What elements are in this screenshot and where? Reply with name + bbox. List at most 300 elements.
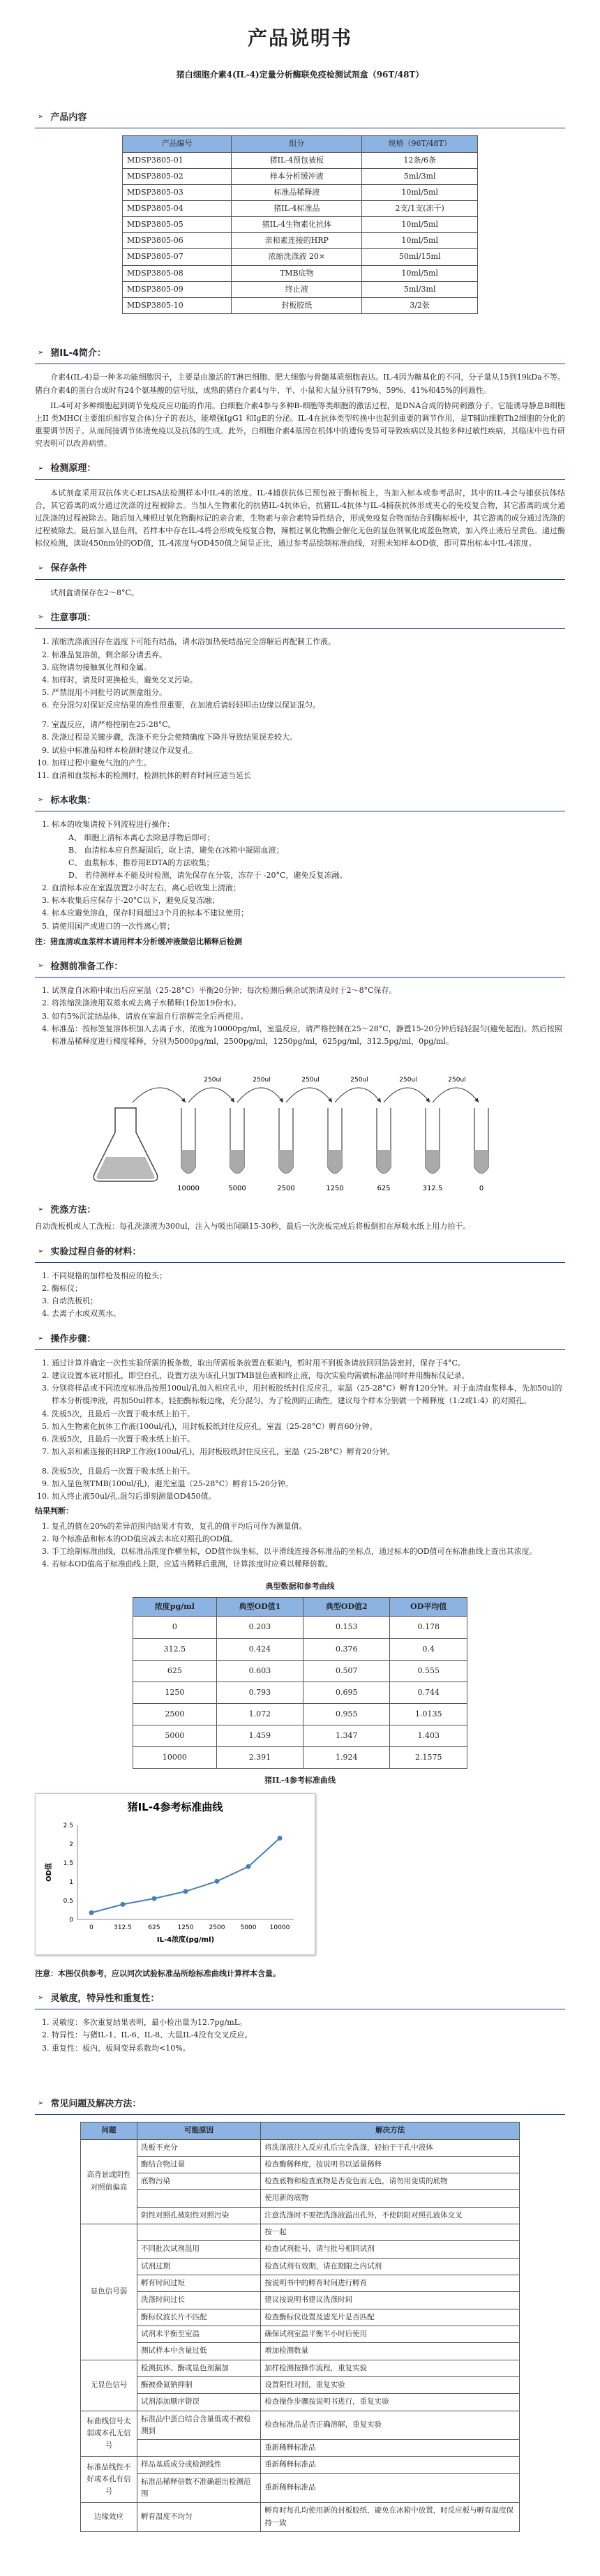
section-rule (35, 2114, 565, 2115)
transfer-volume-label: 250ul (350, 1076, 368, 1084)
table-cell: 0.555 (390, 1660, 467, 1682)
table-row (81, 2241, 520, 2258)
table-row (133, 1638, 467, 1660)
section-title: 产品内容 (50, 112, 87, 123)
transfer-arrow (188, 1088, 234, 1102)
table-cell: 1.924 (303, 1747, 390, 1769)
table-cell: MDSP3805-03 (123, 184, 232, 200)
arrow-bullet-icon: ➢ (38, 962, 44, 971)
sample-list (35, 818, 565, 932)
table-cell: 0.153 (303, 1617, 390, 1638)
faq-solution-cell: 检查底物和检查底物是否变色而无色，请勿用变质的底物 (261, 2173, 520, 2190)
table-cell: 10ml/5ml (362, 217, 478, 233)
wash-text: 自动洗板机或人工洗板：每孔洗涤液为300ul，注入与吸出间隔15-30秒，最后一次洗板完成后将板倒扣在厚吸水纸上用力拍干。 (35, 1222, 471, 1231)
faq-cause-cell (137, 2440, 261, 2457)
y-tick-label: 2.5 (63, 1822, 73, 1829)
table-row (123, 281, 478, 297)
faq-cause-cell: 检测抗体、酶或显色剂漏加 (137, 2360, 261, 2376)
section-self-materials (35, 1245, 565, 1321)
arrow-bullet-icon: ➢ (38, 464, 44, 472)
arrow-bullet-icon: ➢ (38, 1247, 44, 1255)
table-cell: 12条/6条 (362, 152, 478, 168)
faq-solution-cell: 检查操作步骤按说明书进行，重复实验 (261, 2394, 520, 2411)
table-cell: 猪IL-4标准品 (232, 200, 362, 216)
faq-cause-cell: 标准品稀释倍数不准确超出检测范围 (137, 2473, 261, 2503)
tube-concentration-label: 312.5 (422, 1184, 443, 1192)
table-cell: 样本分析缓冲液 (232, 168, 362, 184)
table-cell: 10ml/5ml (362, 184, 478, 200)
list-item: 2. 特异性：与猪IL-1、IL-6、IL-8、大鼠IL-4没有交叉反应。 (52, 2029, 565, 2042)
table-cell: 0.4 (390, 1638, 467, 1660)
faq-solution-cell: 检查标准品是否正确溶解，重复实验 (261, 2411, 520, 2440)
table-cell: 0.793 (216, 1682, 303, 1703)
principle-paragraph: 本试剂盒采用双抗体夹心ELISA法检测样本中IL-4的浓度。IL-4捕获抗体已预包被于酶标板上，当加入标本或参考品时，其中的IL-4会与捕获抗体结合，其它游离的成分通过洗涤的过程被除去。当加入生物素化的抗猪IL-4抗体后，抗猪IL-4抗体与IL-4捕获抗体形成夹心的免疫复合物，其它游离的成分通过洗涤的过程被除去。随后加入辣根过氧化物酶标记的亲合素，生物素与亲合素特异性结合，形成免疫复合物而结合到酶标板中，其它游离的成分通过洗涤的过程被除去。最后加入显色剂，若样本中存在IL-4将会形成免疫复合物，辣根过氧化物酶会催化无色的显色剂氧化成蓝色物质，加入终止液后呈黄色。通过酶标仪检测，读取450nm处的OD值，IL-4浓度与OD450值之间呈正比，通过参考品绘制标准曲线，对照未知样本OD值，即可算出标本中IL-4浓度。 (35, 488, 565, 548)
table-row (133, 1725, 467, 1747)
section-title: 灵敏度，特异性和重复性： (50, 1993, 160, 2004)
list-item: 11. 血清和血浆标本的检测时，检测抗体的孵育时间应适当延长 (52, 770, 565, 782)
table-row (81, 2139, 520, 2156)
table-header-cell: 典型OD值1 (216, 1598, 303, 1617)
transfer-volume-label: 250ul (253, 1076, 271, 1084)
list-item: 3. 手工绘制标准曲线，以标准品浓度作横坐标，OD值作纵坐标，以平滑线连接各标准品的坐标点，通过标本的OD值可在标准曲线上查出其浓度。 (52, 1545, 565, 1558)
table-cell: 浓缩洗涤液 20× (232, 249, 362, 265)
table-row (123, 233, 478, 249)
faq-cause-cell: 洗板不充分 (137, 2139, 261, 2156)
list-item: 2. 血清标本应在室温放置2小时左右，离心后收集上清液； (52, 882, 565, 894)
list-item: 1. 浓缩洗涤液因存在温度下可能有结晶，请水浴加热使结晶完全溶解后再配制工作液。 (52, 636, 565, 648)
table-header-cell: 浓度pg/ml (133, 1598, 217, 1617)
arrow-bullet-icon: ➢ (38, 113, 44, 121)
faq-cause-cell: 酶结合物过量 (137, 2156, 261, 2173)
faq-solution-cell: 检查试剂批号，请与批号相同试剂 (261, 2241, 520, 2258)
table-cell: MDSP3805-05 (123, 217, 232, 233)
faq-cause-cell: 标准品中蛋白结合含量低或不被检测到 (137, 2411, 261, 2440)
arrow-bullet-icon: ➢ (38, 349, 44, 357)
data-point (215, 1878, 220, 1883)
table-header-cell: 问题 (81, 2122, 137, 2139)
list-item: 3. 底物请勿接触氧化剂和金属。 (52, 661, 565, 674)
table-cell: 终止液 (232, 281, 362, 297)
table-header-cell: 可能原因 (137, 2122, 261, 2139)
table-cell: 10000 (133, 1747, 217, 1769)
table-row (81, 2440, 520, 2457)
faq-solution-cell: 重新稀释标准品 (261, 2457, 520, 2473)
sub-list-item: D、 若待测样本不能及时检测，请先保存在分装，冻存于 -20°C，避免反复冻融。 (68, 870, 347, 880)
list-item: 4. 洗板5次，且最后一次置于吸水纸上拍干。 (52, 1408, 565, 1421)
table-cell: 0.203 (216, 1617, 303, 1638)
faq-cause-cell: 测试样本中含量过低 (137, 2343, 261, 2360)
page-subtitle: 猪白细胞介素4(IL-4)定量分析酶联免疫检测试剂盒（96T/48T） (176, 70, 424, 80)
table-row (81, 2173, 520, 2190)
tube-concentration-label: 0 (479, 1184, 484, 1192)
table-cell: 10ml/5ml (362, 233, 478, 249)
faq-solution-cell: 建议按说明书建议洗涤时间 (261, 2292, 520, 2309)
table-row (81, 2275, 520, 2292)
y-tick-label: 1.5 (63, 1859, 73, 1867)
tube-liquid (230, 1150, 244, 1174)
transfer-volume-label: 250ul (301, 1076, 320, 1084)
section-limits (35, 1991, 565, 2055)
faq-cause-cell: 底物污染 (137, 2173, 261, 2190)
table-cell: 2.391 (216, 1747, 303, 1769)
faq-cause-cell: 酶被叠氮钠抑制 (137, 2376, 261, 2393)
table-cell: 0.507 (303, 1660, 390, 1682)
faq-solution-cell: 设置阳性对照，重复实验 (261, 2376, 520, 2393)
y-axis-label: OD值 (45, 1862, 53, 1882)
table-cell: 1.459 (216, 1725, 303, 1747)
faq-solution-cell: 按说明书中的孵育时间进行孵育 (261, 2275, 520, 2292)
faq-problem-cell: 边缘效应 (81, 2503, 137, 2532)
list-item: 3. 分别将样品或不同浓度标准品按照100ul/孔加入相应孔中，用封板胶纸封住反应孔，室温（25-28°C）孵育120分钟。对于血清血浆样本，先加50ul的样本分析缓冲液，再加50ul样本，轻拍酶标板边缘，充分混匀。为了检测的正确性，建议每个样本分别做一个稀释度（1:2或1:4）的对照孔。 (52, 1382, 565, 1407)
table-row (133, 1682, 467, 1703)
faq-solution-cell: 检查试剂有效期，请在期限之内试剂 (261, 2258, 520, 2275)
transfer-volume-label: 250ul (204, 1076, 222, 1084)
faq-solution-cell: 使用新的底物 (261, 2190, 520, 2207)
tube-concentration-label: 625 (377, 1184, 391, 1192)
list-item: 10. 加入终止液50ul/孔,混匀后即刻测量OD450值。 (52, 1490, 565, 1503)
table-cell: 猪IL-4预包被板 (232, 152, 362, 168)
x-tick-label: 1250 (177, 1924, 194, 1931)
table-row (133, 1660, 467, 1682)
table-cell: 10ml/5ml (362, 265, 478, 281)
section-title: 洗涤方法： (50, 1204, 96, 1215)
data-point (152, 1896, 157, 1901)
section-rule (35, 1262, 565, 1263)
calc-title: 结果判断： (35, 1506, 73, 1515)
list-item: 1. 通过计算并确定一次性实验所需的板条数，取出所需板条放置在框架内，暂时用不到板条请放回回箔袋密封，保存于4°C。 (52, 1357, 565, 1370)
table-row (123, 265, 478, 281)
list-item: 4. 去离子水或双蒸水。 (52, 1308, 565, 1320)
sub-list-item: B、 血清标本应自然凝固后，取上清，避免在冰箱中凝固血液； (68, 845, 284, 855)
table-cell: 0.603 (216, 1660, 303, 1682)
x-tick-label: 0 (89, 1924, 93, 1931)
faq-cause-cell (137, 2224, 261, 2241)
steps-list-2 (35, 1465, 565, 1503)
arrow-bullet-icon: ➢ (38, 796, 44, 804)
faq-table (80, 2122, 520, 2532)
section-rule (35, 977, 565, 978)
list-item: 8. 洗涤过程是关键步骤，洗涤不充分会使精确度下降并导致结果误差较大。 (52, 731, 565, 744)
table-cell: 0.955 (303, 1704, 390, 1725)
section-principle (35, 461, 565, 550)
table-header-cell: 典型OD值2 (303, 1598, 390, 1617)
table-cell: 2.1575 (390, 1747, 467, 1769)
faq-cause-cell: 孵育时间过短 (137, 2275, 261, 2292)
table-cell: 0 (133, 1617, 217, 1638)
table-cell: MDSP3805-02 (123, 168, 232, 184)
faq-problem-cell: 无显色信号 (81, 2360, 137, 2411)
table-row (123, 249, 478, 265)
list-item: 5. 请使用国产或进口的一次性离心管； (52, 920, 565, 933)
table-row (81, 2394, 520, 2411)
section-title: 常见问题及解决方法： (50, 2098, 142, 2109)
section-title: 操作步骤： (50, 1333, 96, 1345)
faq-cause-cell: 试剂过期 (137, 2258, 261, 2275)
table-cell: 0.744 (390, 1682, 467, 1703)
table-cell: MDSP3805-06 (123, 233, 232, 249)
x-tick-label: 10000 (269, 1924, 290, 1931)
steps-list (35, 1357, 565, 1458)
table-row (133, 1617, 467, 1638)
tube-concentration-label: 2500 (277, 1184, 295, 1192)
section-title: 注意事项： (50, 612, 96, 623)
faq-solution-cell: 检查酶标仪设置及滤光片是否匹配 (261, 2309, 520, 2326)
storage-text: 试剂盒请保存在2～8°C。 (50, 587, 139, 597)
table-cell: 0.376 (303, 1638, 390, 1660)
faq-solution-cell: 加样检测按操作流程，重复实验 (261, 2360, 520, 2376)
list-item: 4. 加样时，请及时更换枪头，避免交叉污染。 (52, 674, 565, 687)
table-row (81, 2411, 520, 2440)
table-cell: 5ml/3ml (362, 168, 478, 184)
faq-problem-cell: 显色信号弱 (81, 2224, 137, 2360)
section-rule (35, 479, 565, 480)
data-point (246, 1864, 251, 1869)
faq-solution-cell: 孵育时每孔均使用新的封板胶纸，避免在冰箱中放置，时反应板与孵育温度保持一致 (261, 2503, 520, 2532)
list-item: 3. 自动洗板机； (52, 1295, 565, 1308)
table-row (81, 2224, 520, 2241)
sub-list-item: A、 细胞上清标本离心去除悬浮物后即可； (68, 832, 215, 842)
list-item: 5. 加入生物素化抗体工作液(100ul/孔)，用封板胶纸封住反应孔，室温（25-28°C）孵育60分钟。 (52, 1421, 565, 1433)
list-item: 1. 标本的收集请按下列流程进行操作： A、 细胞上清标本离心去除悬浮物后即可； B、 血清标本应自然凝固后，取上清，避免在冰箱中凝固血液； C、 血浆标本，推荐用EDTA的方法收集； D、 若待测样本不能及时检测，请先保存在分装，冻存于 -20°C，避免反复冻融。 (52, 818, 565, 882)
table-cell: 0.695 (303, 1682, 390, 1703)
list-item: 6. 充分混匀对保证反应结果的准性很重要，在加液后请轻轻叩击边缘以保证混匀。 (52, 699, 565, 712)
faq-solution-cell: 确保试剂室温平衡半小时后使用 (261, 2326, 520, 2342)
table-cell: 0.424 (216, 1638, 303, 1660)
list-item: 1. 复孔的值在20%的差异范围内结果才有效，复孔的值平均后可作为测量值。 (52, 1520, 565, 1533)
table-cell: 50ml/15ml (362, 249, 478, 265)
y-tick-label: 1 (69, 1878, 73, 1886)
faq-solution-cell: 检查酶稀释度，按说明书以适量稀释 (261, 2156, 520, 2173)
table-cell: MDSP3805-01 (123, 152, 232, 168)
list-item: 2. 标准品复溶前，剩余部分请丢弃。 (52, 649, 565, 661)
table-row (123, 200, 478, 216)
table-cell: 0.178 (390, 1617, 467, 1638)
transfer-arrow (384, 1088, 430, 1102)
faq-problem-cell: 标曲线信号太弱或本孔无信号 (81, 2411, 137, 2457)
table-row (81, 2376, 520, 2393)
section-sample (35, 793, 565, 948)
table-row (81, 2457, 520, 2473)
faq-cause-cell (137, 2190, 261, 2207)
faq-solution-cell: 增加检测数量 (261, 2343, 520, 2360)
intro-paragraph: IL-4可对多种细胞起到调节免疫反应功能的作用。白细胞介素4参与多种B-细胞等类细胞的激活过程，是DNA合成的协同刺激分子。它能诱导静息B细胞上II 类MHC(主要组织相容复合体)分子的表达，能增强IgG1 和IgE的分泌。IL-4在抗体类型转换中也起到重要的调节作用，是T辅助细胞Th2细胞的分化的重要调节因子。从而间接调节体液免疫以及抗体的生成。此外，白细胞介素4基因在机体中的遗传变异可导致疾病以及其他多种过敏性疾病，其临床中也有研究表明可以改善病情。 (35, 400, 565, 449)
faq-cause-cell: 不同批次试剂混用 (137, 2241, 261, 2258)
table-row (81, 2343, 520, 2360)
table-cell: MDSP3805-07 (123, 249, 232, 265)
list-item: 9. 加入显色剂TMB(100ul/孔)，避光室温（25-28°C）孵育15-20分钟。 (52, 1478, 565, 1490)
tube-concentration-label: 1250 (326, 1184, 344, 1192)
calc-list (35, 1520, 565, 1571)
data-point (89, 1910, 94, 1915)
table-cell: 1.072 (216, 1704, 303, 1725)
faq-problem-cell: 高背景或阴性对照值偏高 (81, 2139, 137, 2224)
table-row (81, 2503, 520, 2532)
table-cell: 312.5 (133, 1638, 217, 1660)
table-row (81, 2360, 520, 2376)
list-item: 1. 试剂盒自冰箱中取出后应室温（25-28°C）平衡20分钟；每次检测后剩余试剂请及时于2～8°C保存。 (52, 984, 565, 997)
faq-cause-cell: 洗涤时间过长 (137, 2292, 261, 2309)
sample-note: 注：猪血清或血浆样本请用样本分析缓冲液做倍比稀释后检测 (35, 936, 242, 946)
table-cell: 1.403 (390, 1725, 467, 1747)
table-cell: 1.347 (303, 1725, 390, 1747)
table-header-cell: 组分 (232, 136, 362, 152)
arrow-bullet-icon: ➢ (38, 2099, 44, 2108)
x-tick-label: 625 (148, 1924, 160, 1931)
sample-sub-list (52, 832, 565, 883)
table-cell: MDSP3805-10 (123, 297, 232, 313)
transfer-volume-label: 250ul (399, 1076, 417, 1084)
table-cell: MDSP3805-09 (123, 281, 232, 297)
table-header-cell: OD平均值 (390, 1598, 467, 1617)
table-header-cell: 产品编号 (123, 136, 232, 152)
table-row (123, 217, 478, 233)
faq-solution-cell: 重新稀释标准品 (261, 2473, 520, 2503)
table-cell: TMB底物 (232, 265, 362, 281)
tube-liquid (474, 1150, 488, 1174)
faq-cause-cell: 酶标仪波长片不匹配 (137, 2309, 261, 2326)
table-cell: 亲和素连接的HRP (232, 233, 362, 249)
table-row (123, 184, 478, 200)
table-cell: 5000 (133, 1725, 217, 1747)
faq-cause-cell: 孵育温度不均匀 (137, 2503, 261, 2532)
data-point (183, 1889, 188, 1894)
table-header-row (123, 136, 478, 152)
arrow-bullet-icon: ➢ (38, 564, 44, 572)
section-rule (35, 579, 565, 580)
table-cell: MDSP3805-04 (123, 200, 232, 216)
table-row (81, 2156, 520, 2173)
data-point (121, 1902, 126, 1907)
faq-cause-cell: 试剂添加顺序错误 (137, 2394, 261, 2411)
x-tick-label: 2500 (209, 1924, 225, 1931)
list-item: 4. 标本应避免溶血，保存时间超过3个月的标本不建议使用； (52, 907, 565, 920)
list-item: 4. 标准品：按标签复溶体积加入去离子水，浓度为10000pg/ml，室温反应，请严格控制在25～28°C，静置15-20分钟后轻轻混匀(避免起泡)。然后按照标准品稀释度进行梯度稀释，分别为5000pg/ml，2500pg/ml，1250pg/ml，625pg/ml，312.5pg/ml，0pg/ml。 (52, 1023, 565, 1048)
reference-data-table (133, 1576, 467, 1769)
tube-liquid (328, 1150, 342, 1174)
transfer-arrow (335, 1088, 381, 1102)
y-tick-label: 2 (69, 1841, 73, 1848)
section-title: 实验过程自备的材料： (50, 1246, 142, 1257)
y-tick-label: 0 (69, 1916, 73, 1924)
y-tick-label: 0.5 (63, 1897, 73, 1905)
list-item: 2. 每个标准品和标本的OD值应减去本底对照孔的OD值。 (52, 1533, 565, 1545)
series-line (91, 1838, 280, 1912)
section-prep (35, 959, 565, 1192)
section-steps (35, 1332, 565, 1980)
section-intro (35, 346, 565, 450)
list-item: 7. 室温反应，请严格控制在25-28°C。 (52, 719, 565, 731)
faq-problem-cell: 标准品线性不好或本孔有信号 (81, 2457, 137, 2503)
section-title: 检测原理： (50, 463, 96, 474)
list-item: 3. 标本收集后应保存于-20°C以下，避免反复冻融； (52, 894, 565, 907)
page-title: 产品说明书 (247, 27, 352, 50)
list-item: 6. 洗板5次，且最后一次置于吸水纸上拍干。 (52, 1433, 565, 1446)
table-row (123, 168, 478, 184)
tube-liquid (279, 1150, 293, 1174)
section-faq (35, 2097, 565, 2532)
section-title: 保存条件 (50, 563, 87, 574)
faq-solution-cell: 重新稀释标准品 (261, 2440, 520, 2457)
table-header-row (81, 2122, 520, 2139)
transfer-arrow (286, 1088, 332, 1102)
list-item: 3. 如有5%沉淀结晶体，请放在室温自行溶解完全后再使用。 (52, 1010, 565, 1023)
flask-liquid (97, 1157, 155, 1179)
section-rule (35, 1349, 565, 1350)
sub-list-item: C、 血浆标本，推荐用EDTA的方法收集； (68, 858, 214, 867)
table-cell: 3/2张 (362, 297, 478, 313)
tube-liquid (377, 1150, 391, 1174)
table-row (123, 152, 478, 168)
list-item: 2. 酶标仪； (52, 1282, 565, 1295)
faq-solution-cell: 按一起 (261, 2224, 520, 2241)
notes-list-2 (35, 719, 565, 782)
section-storage (35, 561, 565, 599)
x-axis-label: IL-4浓度(pg/ml) (156, 1935, 215, 1944)
list-item: 2. 将浓缩洗涤液用双蒸水或去离子水稀释(1份加19份水)。 (52, 997, 565, 1010)
arrow-bullet-icon: ➢ (38, 1206, 44, 1214)
list-item: 2. 建议设置本底对照孔，即空白孔，设置方法为该孔只加TMB显色液和终止液，每次实验均需做标准品同时并用酶标仪记录。 (52, 1370, 565, 1382)
section-title: 猪IL-4简介： (50, 347, 106, 359)
table-cell: 5ml/3ml (362, 281, 478, 297)
table-cell: 封板胶纸 (232, 297, 362, 313)
table-row (81, 2258, 520, 2275)
dilution-flow-diagram (84, 1052, 516, 1192)
table-cell: MDSP3805-08 (123, 265, 232, 281)
prep-list (35, 984, 565, 1048)
table-cell: 猪IL-4生物素化抗体 (232, 217, 362, 233)
tube-liquid (426, 1150, 440, 1174)
tube-concentration-label: 10000 (177, 1184, 200, 1192)
table-row (81, 2190, 520, 2207)
transfer-arrow (133, 1088, 186, 1102)
table-header-row (133, 1598, 467, 1617)
arrow-bullet-icon: ➢ (38, 1994, 44, 2002)
section-notes (35, 611, 565, 782)
list-item: 10. 加样过程中避免气泡的产生。 (52, 757, 565, 770)
table-cell: 625 (133, 1660, 217, 1682)
faq-solution-cell: 将洗涤液注入反应孔后完全洗涤，轻拍于干孔中液体 (261, 2139, 520, 2156)
table-note: 猪IL-4参考标准曲线 (264, 1776, 336, 1785)
contents-table (122, 135, 478, 314)
arrow-bullet-icon: ➢ (38, 613, 44, 622)
list-item: 4. 若标本OD值高于标准曲线上限，应适当稀释后重测，计算浓度时应乘以稀释倍数。 (52, 1558, 565, 1571)
transfer-arrow (237, 1088, 283, 1102)
table-row (133, 1704, 467, 1725)
faq-cause-cell: 样品基质成分或检测线性 (137, 2457, 261, 2473)
transfer-volume-label: 250ul (448, 1076, 466, 1084)
notes-list (35, 636, 565, 712)
table-row (81, 2473, 520, 2503)
table-header-cell: 解决方法 (261, 2122, 520, 2139)
table-row (81, 2326, 520, 2342)
table-cell: 标准品稀释液 (232, 184, 362, 200)
self-materials-list (35, 1270, 565, 1321)
table-cell: 1250 (133, 1682, 217, 1703)
standard-curve-chart (35, 1793, 315, 1955)
list-item: 1. 灵敏度：多次重复结果表明，最小检出量为12.7pg/mL。 (52, 2016, 565, 2029)
section-title: 标本收集： (50, 795, 96, 806)
x-tick-label: 5000 (240, 1924, 257, 1931)
transfer-arrow (433, 1088, 479, 1102)
table-row (81, 2292, 520, 2309)
table-row (81, 2309, 520, 2326)
table-cell: 2支/1支(冻干) (362, 200, 478, 216)
limit-list (35, 2016, 565, 2054)
faq-cause-cell: 阴性对照孔被阳性对照污染 (137, 2207, 261, 2224)
arrow-bullet-icon: ➢ (38, 1334, 44, 1342)
chart-title: 猪IL-4参考标准曲线 (127, 1800, 223, 1813)
tube-liquid (181, 1150, 195, 1174)
